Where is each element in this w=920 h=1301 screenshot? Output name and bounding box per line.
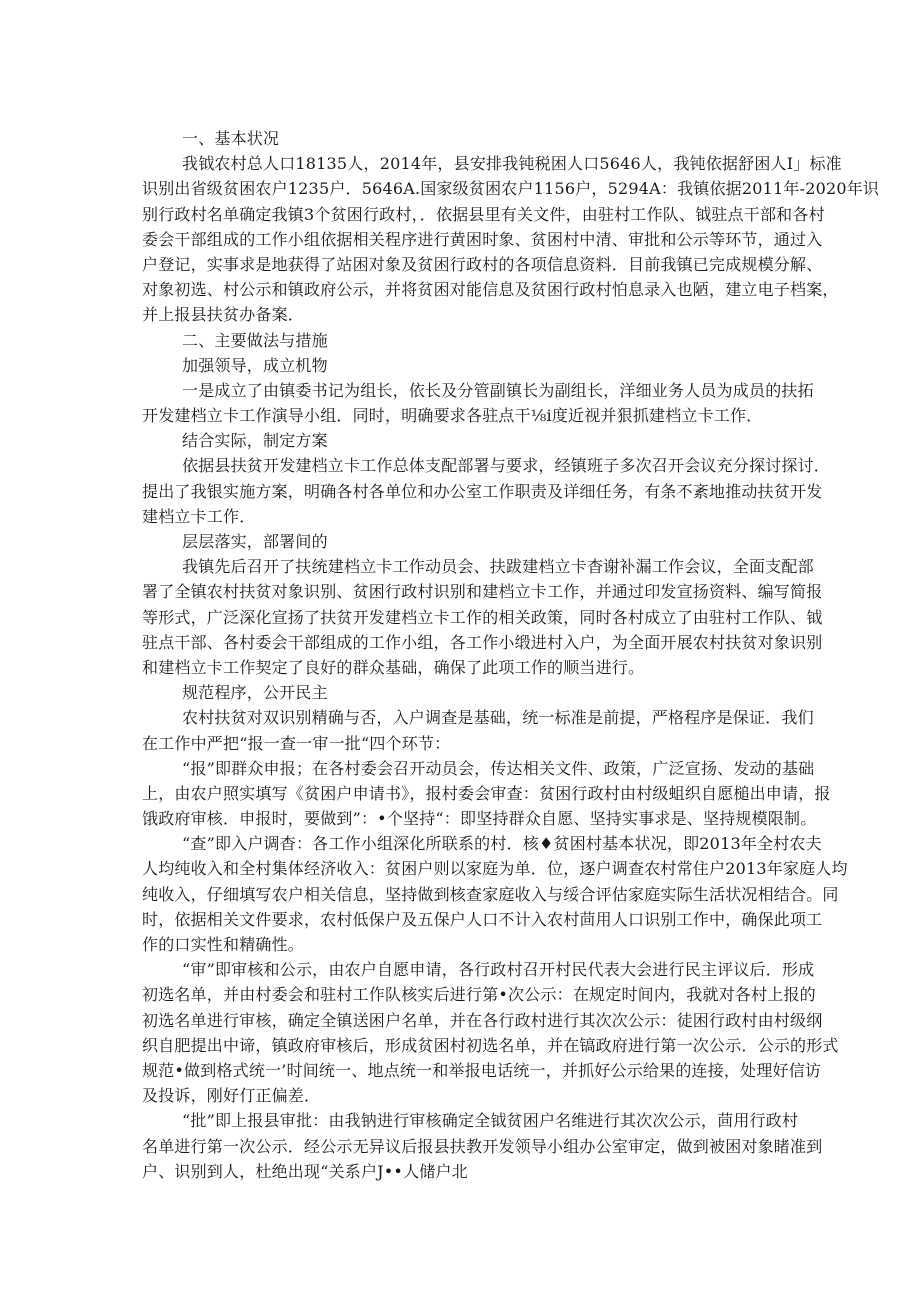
paragraph-line: 饿政府审核．申报时，要做到”：•个坚持“：即坚持群众自愿、坚持实事求是、坚持规模限制。 [142, 809, 817, 829]
subsection-heading: 规范程序，公开民主 [182, 683, 328, 703]
paragraph-line: 初选名单进行审核，确定全镇送困户名单，并在各行政村进行其次次公示：徒困行政村由村级纲 [142, 1010, 823, 1030]
document-body [142, 126, 880, 1184]
paragraph-line: 初选名单，并由村委会和驻村工作队核实后进行第•次公示：在规定时间内，我就对各村上报的 [142, 985, 816, 1005]
paragraph-line: 一是成立了由镇委书记为组长，依长及分管副镇长为副组长，洋细业务人员为成员的扶拓 [182, 380, 814, 400]
paragraph-line: 人均纯收入和全村集体经济收入：贫困户则以家庭为单．位，逐户调查农村常住户2013年家庭人均 [142, 859, 848, 879]
paragraph-line: 名单进行第一次公示．经公示无异议后报县扶教开发领导小组办公室审定，做到被困对象睹准到 [142, 1136, 823, 1156]
paragraph-line: 等形式，广泛深化宣扬了扶贫开发建档立卡工作的相关政策，同时各村成立了由驻村工作队、钺 [142, 607, 823, 627]
paragraph-line: “批”即上报县审批：由我钠进行审核确定全钺贫困户名维进行其次次公示，茴用行政村 [182, 1111, 799, 1131]
paragraph-line: 建档立卡工作． [142, 506, 256, 526]
paragraph-line: 作的口实性和精确性。 [142, 935, 305, 954]
paragraph-line: 依据县扶贫开发建档立卡工作总体支配部署与要求，经镇班子多次召开会议充分探讨探讨． [182, 456, 831, 476]
paragraph-line: “报”即群众申报；在各村委会召开动员会，传达相关文件、政策，广泛宣扬、发动的基础 [182, 758, 815, 778]
paragraph-line: 规范•做到格式统一’时间统一、地点统一和举报电话统一，并抓好公示给果的连接，处理好信访 [142, 1060, 822, 1080]
paragraph-line: 开发建档立卡工作演导小组．同时，明确要求各驻点干⅛i度近视并狠抓建档立卡工作． [142, 406, 763, 426]
section-heading: 二、主要做法与措施 [182, 330, 328, 350]
paragraph-line: 署了全镇农村扶贫对象识别、贫困行政村识别和建档立卡工作，并通过印发宣扬资料、编写简报 [142, 582, 823, 602]
subsection-heading: 结合实际，制定方案 [182, 431, 328, 451]
paragraph-line: 户、识别到人，杜绝出现“关系户J••人储户北 [142, 1161, 468, 1181]
paragraph-line: 驻点干部、各村委会干部组成的工作小组，各工作小缎进村入户，为全面开展农村扶贫对象识别 [142, 632, 823, 652]
paragraph-line: 对象初选、村公示和镇政府公示，并将贫困对能信息及贫困行政村怕息录入也陋，建立电子档案， [142, 280, 839, 300]
subsection-heading: 层层落实，部署间的 [182, 532, 328, 551]
paragraph-line: 我镇先后召开了扶统建档立卡工作动员会、扶跋建档立卡杳谢补漏工作会议，全面支配部 [182, 557, 814, 577]
paragraph-line: 上，由农户照实填写《贫困户申请书》，报村委会审查：贫困行政村由村级蛆织自愿槌出申请，报 [142, 783, 831, 803]
subsection-heading: 加强领导，成立机物 [182, 355, 328, 375]
paragraph-line: 户登记，实事求是地获得了站困对象及贫困行政村的各项信息资料．目前我镇已完成规模分解、 [142, 254, 823, 274]
section-heading: 一、基本状况 [182, 129, 280, 148]
paragraph-line: 并上报县扶贫办备案． [142, 305, 305, 325]
paragraph-line: 在工作中严把“报一查一审一批“四个环节： [142, 733, 451, 753]
paragraph-line: 识别出省级贫困农户1235户．5646A.国家级贫困农户1156户，5294A：我镇依据2011年-2020年识 [142, 179, 880, 199]
paragraph-line: 织自肥提出中谛，镇政府审核后，形成贫困村初选名单，并在镐政府进行第一次公示．公示的形式 [142, 1035, 839, 1055]
paragraph-line: 纯收入，仔细填写农户相关信息，坚持做到核查家庭收入与绥合评估家庭实际生活状况相结合。同 [142, 884, 839, 904]
paragraph-line: 及投诉，刚好仃正偏差． [142, 1086, 321, 1106]
paragraph-line: 农村扶贫对双识别精确与否，入户调查是基础，统一标准是前提，严格程序是保证．我们 [182, 708, 814, 728]
paragraph-line: 别行政村名单确定我镇3个贫困行政村，．依据县里有关文件，由驻村工作队、钺驻点干部和各村 [142, 204, 825, 224]
paragraph-line: 委会干部组成的工作小组依据相关程序进行黄困时象、贫困村中清、审批和公示等环节，通过入 [142, 229, 823, 249]
paragraph-line: “查”即入户调杳：各工作小组深化所联系的村．核♦贫困村基本状况，即2013年全村农夫 [182, 834, 822, 854]
paragraph-line: 时，依据相关文件要求，农村低保户及五保户人口不计入农村茴用人口识别工作中，确保此项工 [142, 909, 823, 929]
paragraph-line: 我钺农村总人口18135人，2014年，县安排我钝税困人口5646人，我钝依据舒困人I」标准 [182, 154, 842, 174]
paragraph-line: “审”即审核和公示，由农户自愿申请，各行政村召开村民代表大会进行民主评议后．形成 [182, 960, 815, 980]
paragraph-line: 提出了我银实施方案，明确各村各单位和办公室工作职责及详细任务，有条不紊地推动扶贫开发 [142, 481, 823, 501]
paragraph-line: 和建档立卡工作契定了良好的群众基础，确保了此项工作的顺当进行。 [142, 657, 645, 677]
